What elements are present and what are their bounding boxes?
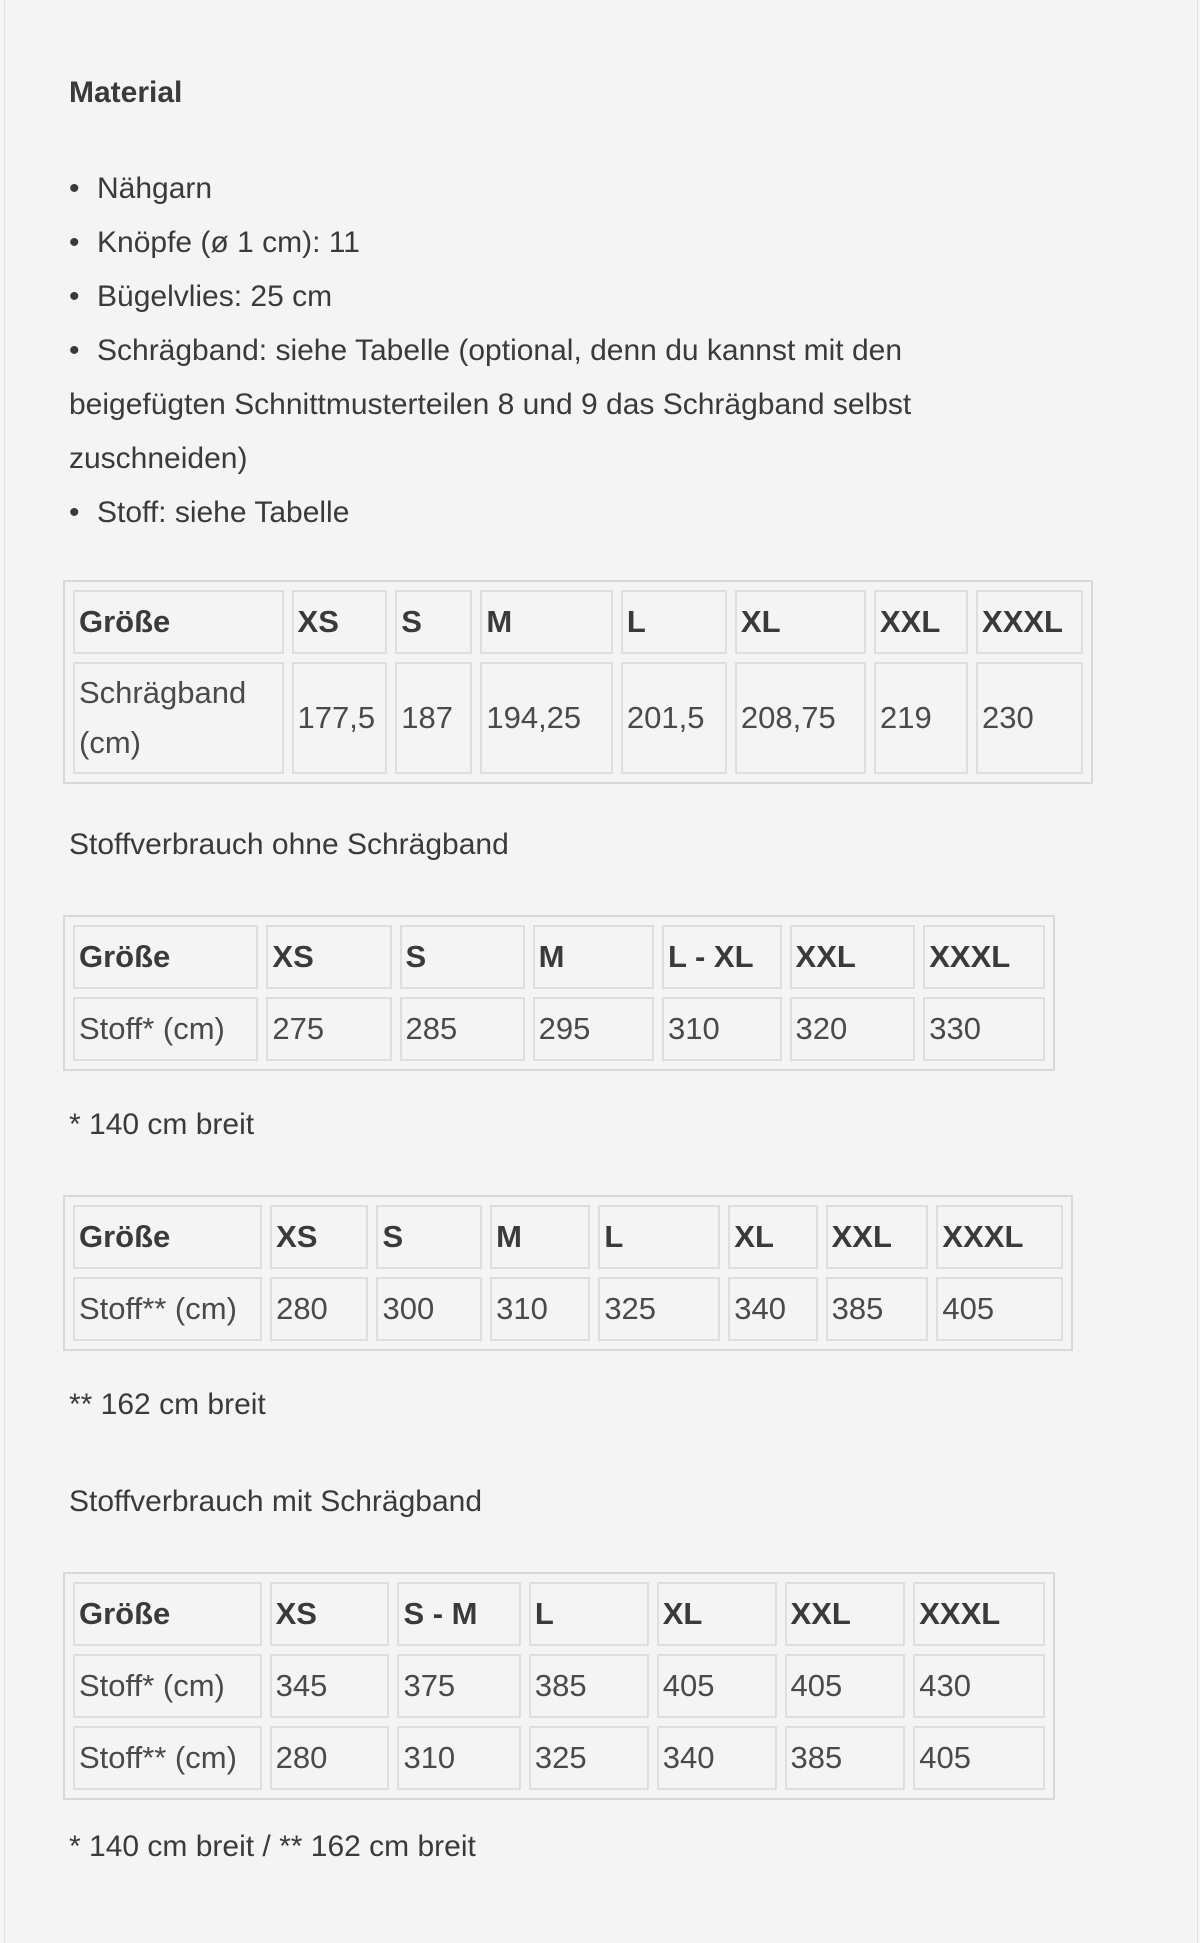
table-cell: 187 [395,662,472,774]
table-header-cell: XXL [785,1582,906,1646]
table-cell: 280 [270,1726,390,1790]
table-header-cell: XXXL [976,590,1083,654]
table-header-row [73,1582,1045,1646]
list-item [69,162,1059,216]
table-row [73,997,1045,1061]
bias-tape-table [63,580,1093,784]
fabric-162-table [63,1195,1073,1351]
table-cell: 430 [913,1654,1045,1718]
table-cell: 340 [728,1277,817,1341]
table-header-row [73,925,1045,989]
table-header-cell: S - M [397,1582,520,1646]
table-row [73,662,1083,774]
material-heading: Material [69,76,183,109]
table-header-cell: S [400,925,525,989]
table-row [73,1277,1063,1341]
table-cell: 219 [874,662,968,774]
table-cell: 405 [936,1277,1063,1341]
table-cell: 310 [490,1277,590,1341]
table-cell: 385 [785,1726,906,1790]
table-header-cell: L - XL [662,925,782,989]
table-header-cell: M [480,590,613,654]
table-cell: 295 [533,997,654,1061]
bullet-icon: • [69,280,80,313]
table-cell: Stoff** (cm) [73,1726,262,1790]
table-header-cell: M [490,1205,590,1269]
list-item [69,270,1059,324]
bullet-icon: • [69,496,80,529]
table-header-cell: XS [270,1205,368,1269]
list-item [69,486,1059,540]
table-cell: 285 [400,997,525,1061]
table-header-cell: XL [735,590,866,654]
table-cell: 280 [270,1277,368,1341]
table-header-cell: XL [657,1582,777,1646]
table-header-cell: L [621,590,727,654]
table-row [73,1654,1045,1718]
table-cell: 385 [529,1654,649,1718]
section-title-with-bias-tape: Stoffverbrauch mit Schrägband [69,1485,483,1518]
table-header-cell: XXXL [913,1582,1045,1646]
material-list [69,162,1059,540]
table-header-cell: L [529,1582,649,1646]
table-header-cell: XXXL [923,925,1045,989]
list-item-text: Schrägband: siehe Tabelle (optional, denn du kannst mit den beigefügten Schnittmusterteilen 8 und 9 das Schrägband selbst zuschneiden) [69,334,912,475]
table-cell: Schrägband (cm) [73,662,284,774]
table-header-cell: Größe [73,1205,262,1269]
page [4,0,1198,1943]
table-cell: 310 [662,997,782,1061]
footnote-162: ** 162 cm breit [69,1388,266,1421]
table-cell: 405 [913,1726,1045,1790]
bullet-icon: • [69,172,80,205]
table-header-cell: XXL [790,925,916,989]
fabric-with-bias-tape-table [63,1572,1055,1800]
section-title-without-bias-tape: Stoffverbrauch ohne Schrägband [69,828,509,861]
table-cell: Stoff* (cm) [73,1654,262,1718]
table-cell: 320 [790,997,916,1061]
table-header-cell: XS [270,1582,390,1646]
list-item [69,324,1059,486]
table-header-cell: Größe [73,590,284,654]
table-header-cell: XXL [826,1205,929,1269]
table-cell: 310 [397,1726,520,1790]
table-header-cell: M [533,925,654,989]
list-item-text: Stoff: siehe Tabelle [97,496,350,529]
table-header-cell: XS [292,590,388,654]
table-header-cell: L [598,1205,720,1269]
table-cell: 405 [657,1654,777,1718]
table-cell: 194,25 [480,662,613,774]
table-cell: 340 [657,1726,777,1790]
table-header-cell: Größe [73,925,258,989]
table-cell: 201,5 [621,662,727,774]
table-header-cell: S [395,590,472,654]
bullet-icon: • [69,334,80,367]
table-header-cell: XS [266,925,391,989]
table-cell: Stoff** (cm) [73,1277,262,1341]
footnote-140: * 140 cm breit [69,1108,255,1141]
table-cell: 275 [266,997,391,1061]
table-cell: Stoff* (cm) [73,997,258,1061]
table-header-cell: XXXL [936,1205,1063,1269]
table-header-row [73,590,1083,654]
table-header-cell: XL [728,1205,817,1269]
footnote-combined: * 140 cm breit / ** 162 cm breit [69,1830,476,1863]
table-cell: 345 [270,1654,390,1718]
table-cell: 325 [529,1726,649,1790]
list-item-text: Knöpfe (ø 1 cm): 11 [97,226,360,259]
table-header-cell: XXL [874,590,968,654]
list-item-text: Nähgarn [97,172,213,205]
table-header-cell: S [376,1205,482,1269]
table-cell: 385 [826,1277,929,1341]
table-cell: 330 [923,997,1045,1061]
table-cell: 300 [376,1277,482,1341]
list-item [69,216,1059,270]
list-item-text: Bügelvlies: 25 cm [97,280,333,313]
table-header-cell: Größe [73,1582,262,1646]
table-cell: 405 [785,1654,906,1718]
table-row [73,1726,1045,1790]
table-cell: 177,5 [292,662,388,774]
fabric-140-table [63,915,1055,1071]
table-cell: 325 [598,1277,720,1341]
table-cell: 230 [976,662,1083,774]
table-cell: 208,75 [735,662,866,774]
bullet-icon: • [69,226,80,259]
table-cell: 375 [397,1654,520,1718]
table-header-row [73,1205,1063,1269]
